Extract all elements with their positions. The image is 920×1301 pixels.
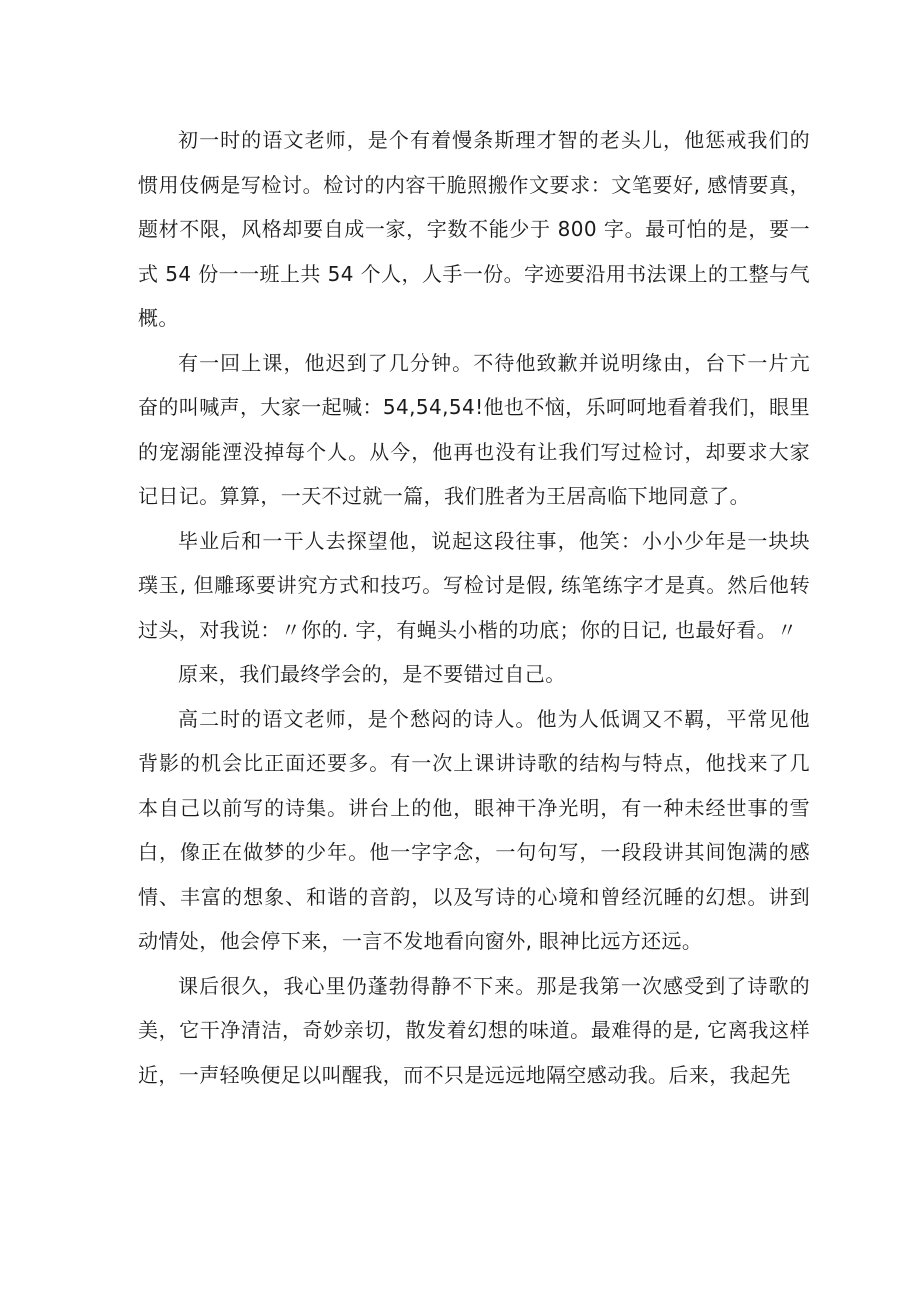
paragraph-3: 毕业后和一干人去探望他，说起这段往事，他笑：小小少年是一块块璞玉, 但雕琢要讲究方式和技巧。写检讨是假, 练笔练字才是真。然后他转过头，对我说：〃你的. 字，有蝇头小楷的功底；你的日记, 也最好看。〃 [138,528,810,642]
paragraph-6: 课后很久，我心里仍蓬勃得静不下来。那是我第一次感受到了诗歌的美，它干净清洁，奇妙亲切，散发着幻想的味道。最难得的是, 它离我这样近，一声轻唤便足以叫醒我，而不只是远远地隔空感动我。后来，我起先 [138,973,810,1087]
article-body [138,118,810,1097]
paragraph-1: 初一时的语文老师，是个有着慢条斯理才智的老头儿，他惩戒我们的惯用伎俩是写检讨。检讨的内容干脆照搬作文要求：文笔要好, 感情要真，题材不限，风格却要自成一家，字数不能少于 800 字。最可怕的是，要一式 54 份一一班上共 54 个人，人手一份。字迹要沿用书法课上的工整与气概。 [138,128,810,330]
paragraph-4: 原来，我们最终学会的，是不要错过自己。 [178,662,566,686]
paragraph-2: 有一回上课，他迟到了几分钟。不待他致歉并说明缘由，台下一片亢奋的叫喊声，大家一起喊：54,54,54!他也不恼，乐呵呵地看着我们，眼里的宠溺能湮没掉每个人。从今，他再也没有让我们写过检讨，却要求大家记日记。算算，一天不过就一篇，我们胜者为王居高临下地同意了。 [138,350,810,508]
paragraph-5: 高二时的语文老师，是个愁闷的诗人。他为人低调又不羁，平常见他背影的机会比正面还要多。有一次上课讲诗歌的结构与特点，他找来了几本自己以前写的诗集。讲台上的他，眼神干净光明，有一种未经世事的雪白，像正在做梦的少年。他一字字念，一句句写，一段段讲其间饱满的感情、丰富的想象、和谐的音韵，以及写诗的心境和曾经沉睡的幻想。讲到动情处，他会停下来，一言不发地看向窗外, 眼神比远方还远。 [138,706,810,953]
